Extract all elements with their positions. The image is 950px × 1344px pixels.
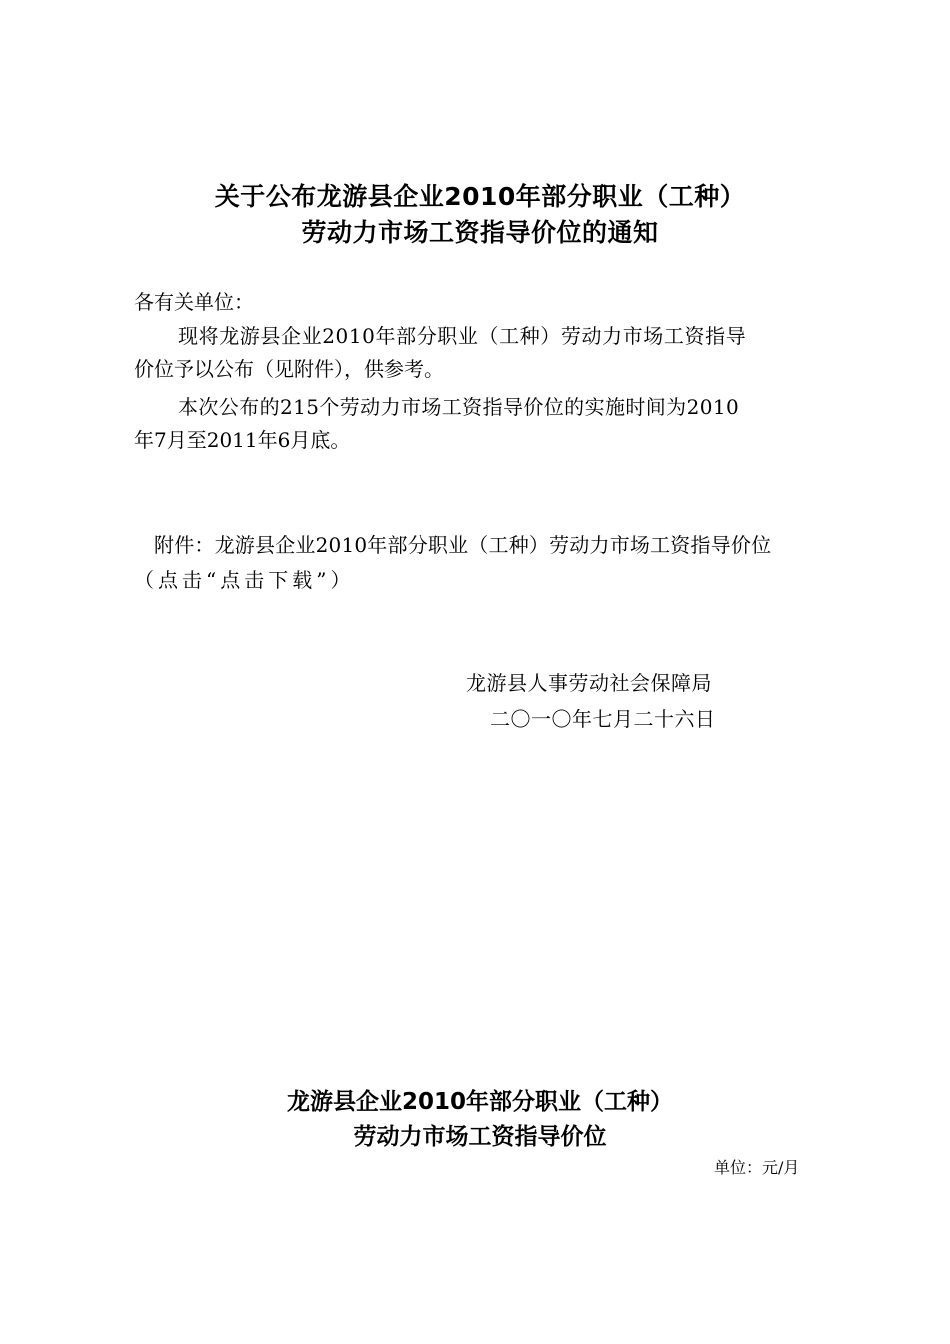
attachment-line: 附件：龙游县企业2010年部分职业（工种）劳动力市场工资指导价位 (154, 533, 772, 557)
download-link[interactable]: 点击“点击下载” (158, 568, 331, 592)
paragraph-2-line-1: 本次公布的215个劳动力市场工资指导价位的实施时间为2010 (178, 395, 740, 419)
attachment-download (134, 565, 354, 595)
notice-title-line2: 劳动力市场工资指导价位的通知 (301, 218, 659, 247)
paragraph-2-line-2: 年7月至2011年6月底。 (134, 428, 351, 452)
attachment-open-paren: （ (134, 568, 158, 592)
attachment-close-paren: ） (330, 568, 355, 592)
paragraph-1-line-1: 现将龙游县企业2010年部分职业（工种）劳动力市场工资指导 (178, 324, 747, 348)
signature-date: 二〇一〇年七月二十六日 (490, 707, 716, 731)
table-title-line2: 劳动力市场工资指导价位 (353, 1124, 607, 1150)
unit-label: 单位：元/月 (714, 1158, 800, 1177)
notice-title-line1: 关于公布龙游县企业2010年部分职业（工种） (214, 182, 746, 211)
table-title-line1: 龙游县企业2010年部分职业（工种） (286, 1089, 673, 1115)
signature-organization: 龙游县人事劳动社会保障局 (466, 671, 712, 695)
salutation: 各有关单位： (134, 290, 254, 314)
paragraph-1-line-2: 价位予以公布（见附件），供参考。 (134, 357, 444, 381)
